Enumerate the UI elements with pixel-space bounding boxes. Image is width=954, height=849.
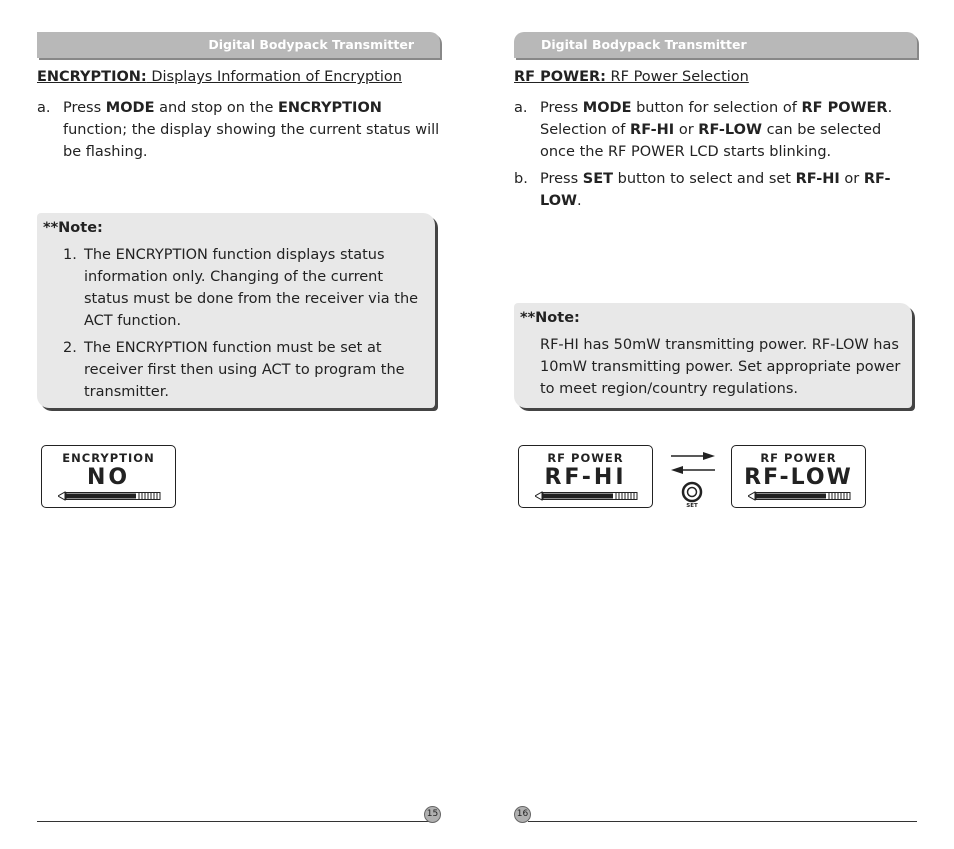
note-box [37,213,435,408]
set-button-illustration [681,481,703,515]
step-b [514,168,917,212]
step-text: Press [540,100,583,116]
toggle-arrows-icon [669,448,717,478]
section-title-rest: Displays Information of Encryption [146,69,402,85]
lcd-display-rf-hi [518,445,653,508]
lcd-display-encryption [41,445,176,508]
lcd-value: RF-HI [544,465,627,490]
step-bold: ENCRYPTION [277,100,382,116]
step-text: . Selection of [540,100,893,138]
section-title-rest: RF Power Selection [605,69,749,85]
note-item-text: The ENCRYPTION function displays status information only. Changing of the current status must be done from the receiver via the ACT function. [84,247,419,329]
step-bold: RF POWER [801,100,888,116]
signal-meter-icon [535,491,639,501]
step-list [37,97,440,168]
note-item-text: The ENCRYPTION function must be set at receiver first then using ACT to program the transmitter. [84,340,405,400]
header-bar [514,32,917,58]
note-marker: 1. [63,247,77,263]
step-text: and stop on the [154,100,278,116]
lcd-value: NO [86,465,131,490]
lcd-label: RF POWER [760,451,837,465]
note-list [63,244,427,408]
section-title-bold: RF POWER: [514,69,606,85]
section-title [514,69,749,85]
step-text: Press [540,171,583,187]
step-text: can be selected once the RF POWER LCD starts blinking. [540,122,882,160]
step-bold: RF-HI [630,122,675,138]
step-bold: SET [582,171,614,187]
left-page [37,0,440,849]
lcd-display-rf-low [731,445,866,508]
note-item [63,244,427,332]
step-bold: MODE [582,100,632,116]
step-text: . [577,193,582,209]
note-text: RF-HI has 50mW transmitting power. RF-LOW has 10mW transmitting power. Set appropriate power to meet region/country regulations. [540,337,901,397]
lcd-label: RF POWER [547,451,624,465]
header-bar [37,32,440,58]
step-text: or [839,171,864,187]
step-a [514,97,917,163]
section-title [37,69,402,85]
step-bold: RF-LOW [698,122,762,138]
section-title-bold: ENCRYPTION: [37,69,147,85]
note-title: **Note: [520,310,580,326]
step-a [37,97,440,163]
signal-meter-icon [58,491,162,501]
note-title: **Note: [43,220,103,236]
set-button-label: SET [686,503,698,509]
note-box [514,303,912,408]
step-text: button to select and set [613,171,796,187]
step-marker: b. [514,171,528,187]
lcd-label: ENCRYPTION [62,451,155,465]
right-page [514,0,917,849]
set-button-icon [681,481,703,503]
header-title: Digital Bodypack Transmitter [541,37,747,52]
signal-meter-icon [748,491,852,501]
step-text: function; the display showing the current status will be flashing. [63,122,440,160]
page-number: 16 [514,806,531,823]
step-marker: a. [514,100,528,116]
step-text: button for selection of [631,100,802,116]
note-item [63,337,427,403]
page-number: 15 [424,806,441,823]
step-marker: a. [37,100,51,116]
step-bold: MODE [105,100,155,116]
step-bold: RF-LOW [540,171,891,209]
step-bold: RF-HI [795,171,840,187]
step-list [514,97,917,217]
step-text: or [674,122,699,138]
lcd-value: RF-LOW [744,465,853,490]
footer-rule [528,821,917,822]
footer-rule [37,821,429,822]
step-text: Press [63,100,106,116]
note-marker: 2. [63,340,77,356]
header-title: Digital Bodypack Transmitter [208,37,414,52]
